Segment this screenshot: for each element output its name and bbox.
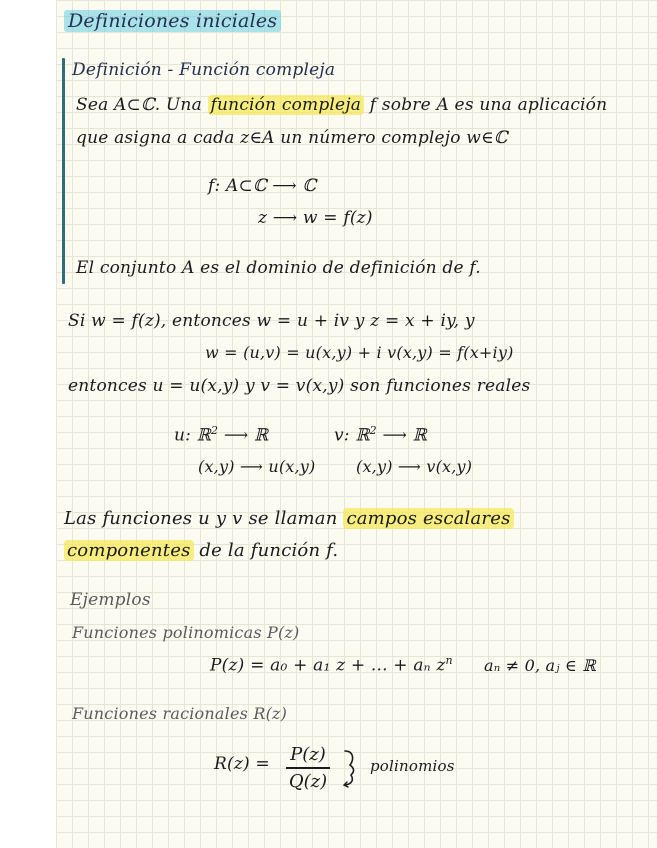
polynomial-heading: Funciones polinomicas P(z) <box>72 623 300 642</box>
rational-denominator: Q(z) <box>288 770 328 792</box>
u-mapping-1-a: u: ℝ <box>174 425 212 446</box>
mapping-line-1: f: A⊂ℂ ⟶ ℂ <box>208 176 317 196</box>
domain-note: El conjunto A es el dominio de definición de f. <box>76 258 481 278</box>
rational-heading: Funciones racionales R(z) <box>72 704 288 723</box>
polynomial-formula <box>210 654 453 676</box>
v-mapping-1 <box>334 424 427 446</box>
named-line-1-pre: Las funciones u y v se llaman <box>64 508 344 529</box>
campos-highlight: campos escalares <box>343 508 513 529</box>
mapping-line-2: z ⟶ w = f(z) <box>258 208 373 228</box>
rational-note: polinomios <box>370 757 455 775</box>
u-mapping-1 <box>174 424 268 446</box>
definition-bar <box>62 58 65 284</box>
u-mapping-2: (x,y) ⟶ u(x,y) <box>198 457 316 476</box>
polynomial-formula-text: P(z) = a₀ + a₁ z + ... + aₙ z <box>210 655 446 676</box>
named-line-2-post: de la función f. <box>193 540 339 561</box>
components-line-3: entonces u = u(x,y) y v = v(x,y) son funciones reales <box>68 376 531 396</box>
brace-icon <box>342 748 362 788</box>
named-line-1 <box>64 508 514 529</box>
u-mapping-1-b: ⟶ ℝ <box>218 425 269 446</box>
v-mapping-1-b: ⟶ ℝ <box>376 425 427 446</box>
v-mapping-1-a: v: ℝ <box>334 425 370 446</box>
page-title-text: Definiciones iniciales <box>64 10 281 32</box>
definition-line-1-post: f sobre A es una aplicación <box>364 95 608 115</box>
definition-heading: Definición - Función compleja <box>72 60 336 80</box>
v-mapping-2: (x,y) ⟶ v(x,y) <box>356 457 473 476</box>
rational-fraction <box>286 744 330 792</box>
components-line-2: w = (u,v) = u(x,y) + i v(x,y) = f(x+iy) <box>205 343 514 362</box>
components-line-1: Si w = f(z), entonces w = u + iv y z = x + iy, y <box>68 311 475 331</box>
polynomial-condition: aₙ ≠ 0, aⱼ ∈ ℝ <box>484 656 596 675</box>
definition-line-2: que asigna a cada z∈A un número complejo w∈ℂ <box>76 128 508 148</box>
definition-line-1 <box>76 95 607 115</box>
polynomial-formula-sup: n <box>445 654 453 667</box>
page-title <box>64 10 281 32</box>
definition-line-1-pre: Sea A⊂ℂ. Una <box>76 95 208 115</box>
named-line-2 <box>64 540 338 561</box>
u-mapping-1-sup: 2 <box>211 424 219 437</box>
fraction-line <box>286 767 330 769</box>
rational-lhs: R(z) = <box>214 754 270 774</box>
componentes-highlight: componentes <box>64 540 194 561</box>
definition-highlight: función compleja <box>208 95 365 115</box>
rational-numerator: P(z) <box>290 744 326 765</box>
v-mapping-1-sup: 2 <box>369 424 377 437</box>
examples-heading: Ejemplos <box>70 590 151 610</box>
